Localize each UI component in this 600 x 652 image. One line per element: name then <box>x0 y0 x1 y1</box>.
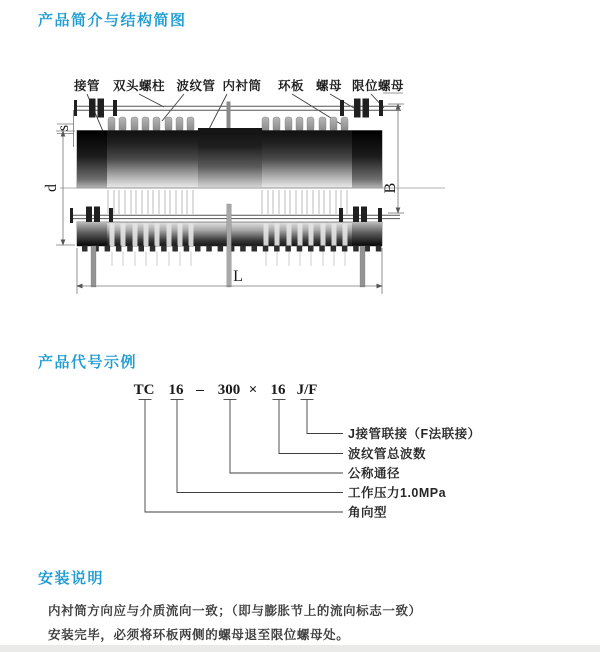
dimension-B <box>382 93 404 213</box>
code-parts <box>134 382 318 398</box>
left-pipe-end-cap <box>77 131 107 189</box>
code-part-times: × <box>248 382 258 398</box>
center-stud <box>227 102 231 132</box>
label-pipe-end: 接管 <box>73 79 101 93</box>
upper-shell <box>77 128 382 188</box>
dim-label-s: s <box>55 124 72 132</box>
code-part-connection: J/F <box>296 382 318 398</box>
code-part-pressure: 16 <box>168 382 184 398</box>
product-code-diagram <box>134 382 481 520</box>
code-leader-lines <box>139 400 344 513</box>
bottom-serrations <box>82 246 381 252</box>
liner-band <box>198 128 262 188</box>
code-part-type: TC <box>133 382 155 398</box>
right-pipe-end-cap <box>352 131 382 189</box>
dim-label-L: L <box>233 268 243 285</box>
section-title-intro: 产品简介与结构简图 <box>38 12 187 29</box>
code-part-dash: – <box>196 382 204 398</box>
label-ring-plate: 环板 <box>277 79 305 93</box>
expansion-joint-diagram <box>43 78 445 294</box>
code-descriptions <box>348 426 481 520</box>
dimension-s <box>55 110 74 147</box>
label-nut: 螺母 <box>315 79 343 93</box>
code-desc-diameter: 公称通径 <box>348 466 401 481</box>
code-part-waves: 16 <box>270 382 286 398</box>
code-desc-type: 角向型 <box>348 505 388 520</box>
dim-label-d: d <box>43 184 60 192</box>
code-desc-connection: J接管联接（F法联接） <box>348 427 481 441</box>
code-part-diameter: 300 <box>217 382 241 398</box>
install-instruction-line: 安装完毕，必须将环板两侧的螺母退至限位螺母处。 <box>48 628 350 642</box>
code-desc-waves: 波纹管总波数 <box>348 447 427 461</box>
page-bottom-edge <box>0 645 600 652</box>
dim-label-B: B <box>382 182 399 194</box>
code-desc-pressure: 工作压力1.0MPa <box>348 486 447 500</box>
install-instruction-line: 内衬筒方向应与介质流向一致；（即与膨胀节上的流向标志一致） <box>48 604 422 618</box>
label-liner: 内衬筒 <box>222 79 262 93</box>
label-limit-nut: 限位螺母 <box>351 79 405 93</box>
label-bellows: 波纹管 <box>176 79 216 93</box>
label-stud: 双头螺柱 <box>112 79 166 93</box>
section-title-install: 安装说明 <box>38 570 105 587</box>
section-title-code: 产品代号示例 <box>38 354 138 371</box>
